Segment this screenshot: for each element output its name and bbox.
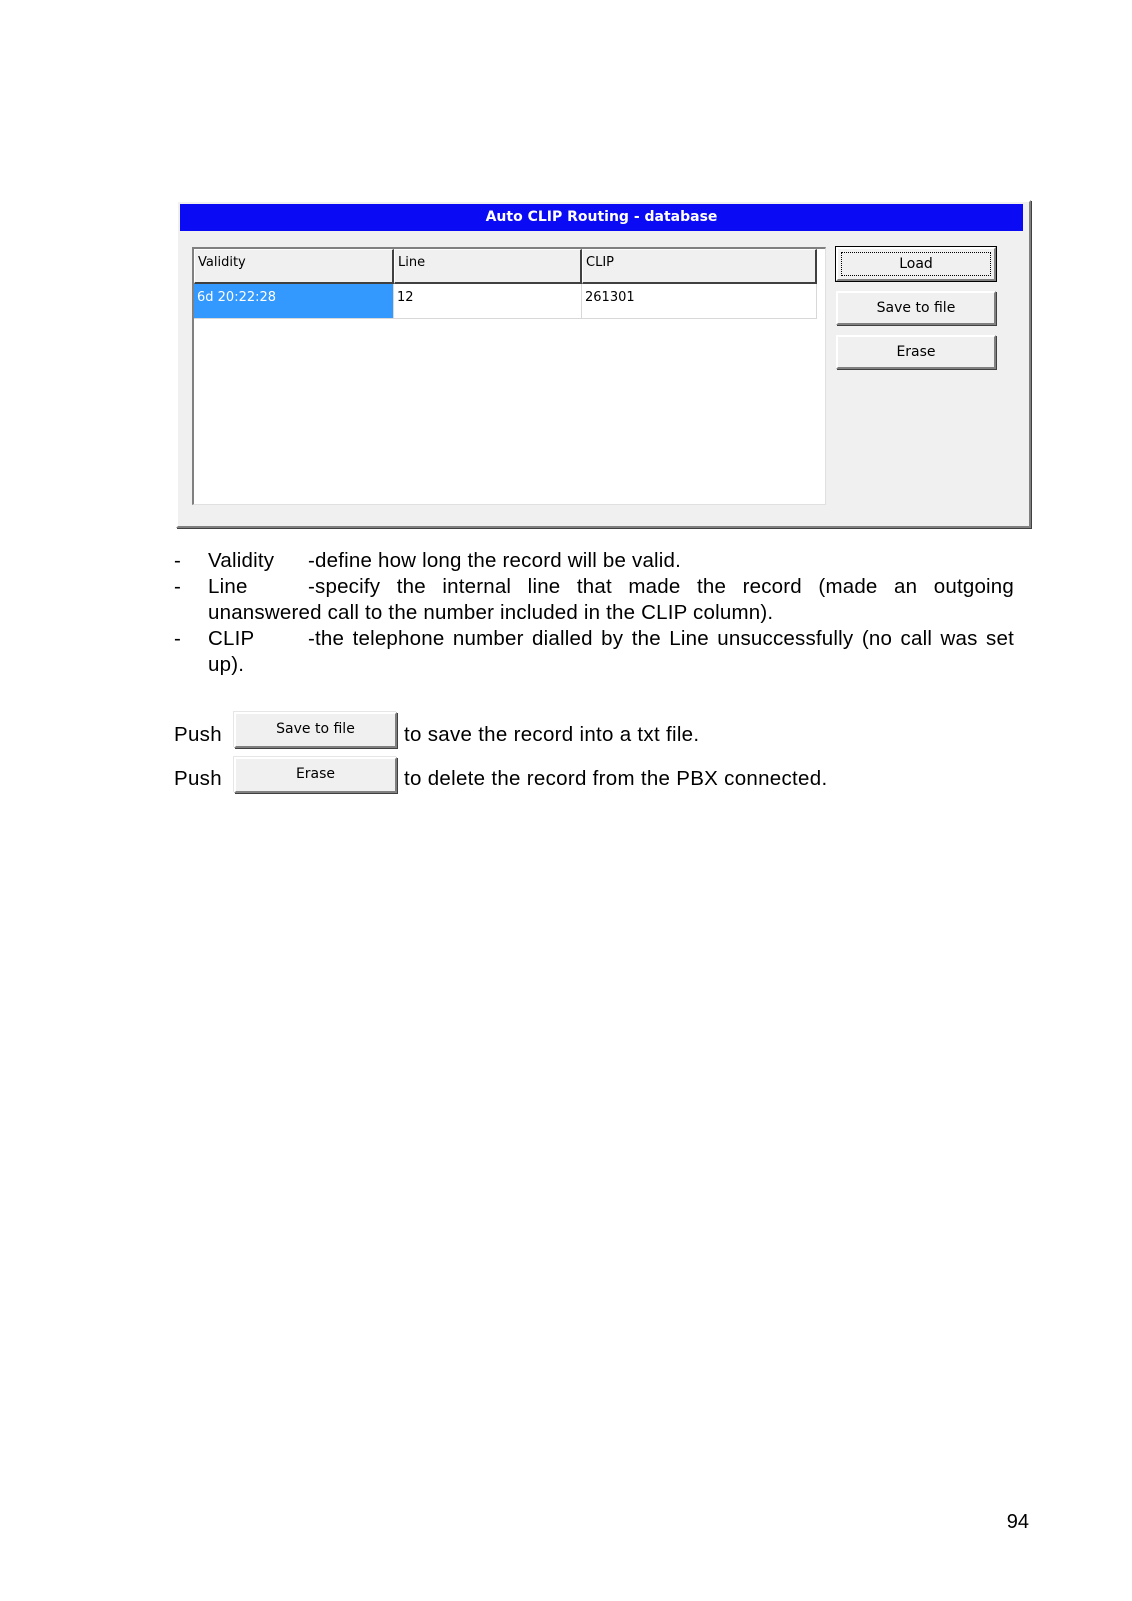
load-button[interactable]	[836, 247, 996, 281]
term-clip: CLIP	[208, 627, 255, 650]
cell-line: 12	[394, 284, 582, 319]
definition-validity: -define how long the record will be valid.	[308, 549, 682, 572]
cell-validity: 6d 20:22:28	[194, 284, 394, 319]
inline-erase-button[interactable]: Erase	[234, 757, 397, 793]
column-header-line[interactable]: Line	[394, 249, 582, 284]
description-clip	[174, 626, 1014, 678]
push-label: Push	[174, 723, 222, 746]
erase-button[interactable]: Erase	[836, 335, 996, 369]
page-number: 94	[1006, 1511, 1029, 1533]
focus-ring	[841, 252, 991, 276]
listview-header	[194, 249, 825, 284]
save-to-file-button[interactable]: Save to file	[836, 291, 996, 325]
load-button-label: Load	[899, 256, 933, 272]
auto-clip-routing-dialog	[176, 200, 1031, 528]
list-dash: -	[174, 549, 182, 572]
cell-clip: 261301	[582, 284, 817, 319]
definition-line: -specify the internal line that made the record (made an outgoing unanswered call to the number included in the CLIP column).	[208, 575, 1014, 624]
table-row[interactable]	[194, 284, 825, 319]
description-validity	[174, 548, 1014, 574]
description-line	[174, 574, 1014, 626]
term-line: Line	[208, 575, 248, 598]
term-validity: Validity	[208, 549, 275, 572]
inline-save-to-file-button[interactable]: Save to file	[234, 712, 397, 748]
list-dash: -	[174, 627, 182, 650]
list-dash: -	[174, 575, 182, 598]
dialog-title: Auto CLIP Routing - database	[180, 204, 1023, 231]
records-listview[interactable]	[192, 247, 826, 505]
column-header-clip[interactable]: CLIP	[582, 249, 817, 284]
definition-clip: -the telephone number dialled by the Line unsuccessfully (no call was set up).	[208, 627, 1014, 676]
push-label: Push	[174, 767, 222, 790]
push-erase-text: to delete the record from the PBX connected.	[404, 767, 828, 790]
column-header-validity[interactable]: Validity	[194, 249, 394, 284]
push-save-text: to save the record into a txt file.	[404, 723, 700, 746]
